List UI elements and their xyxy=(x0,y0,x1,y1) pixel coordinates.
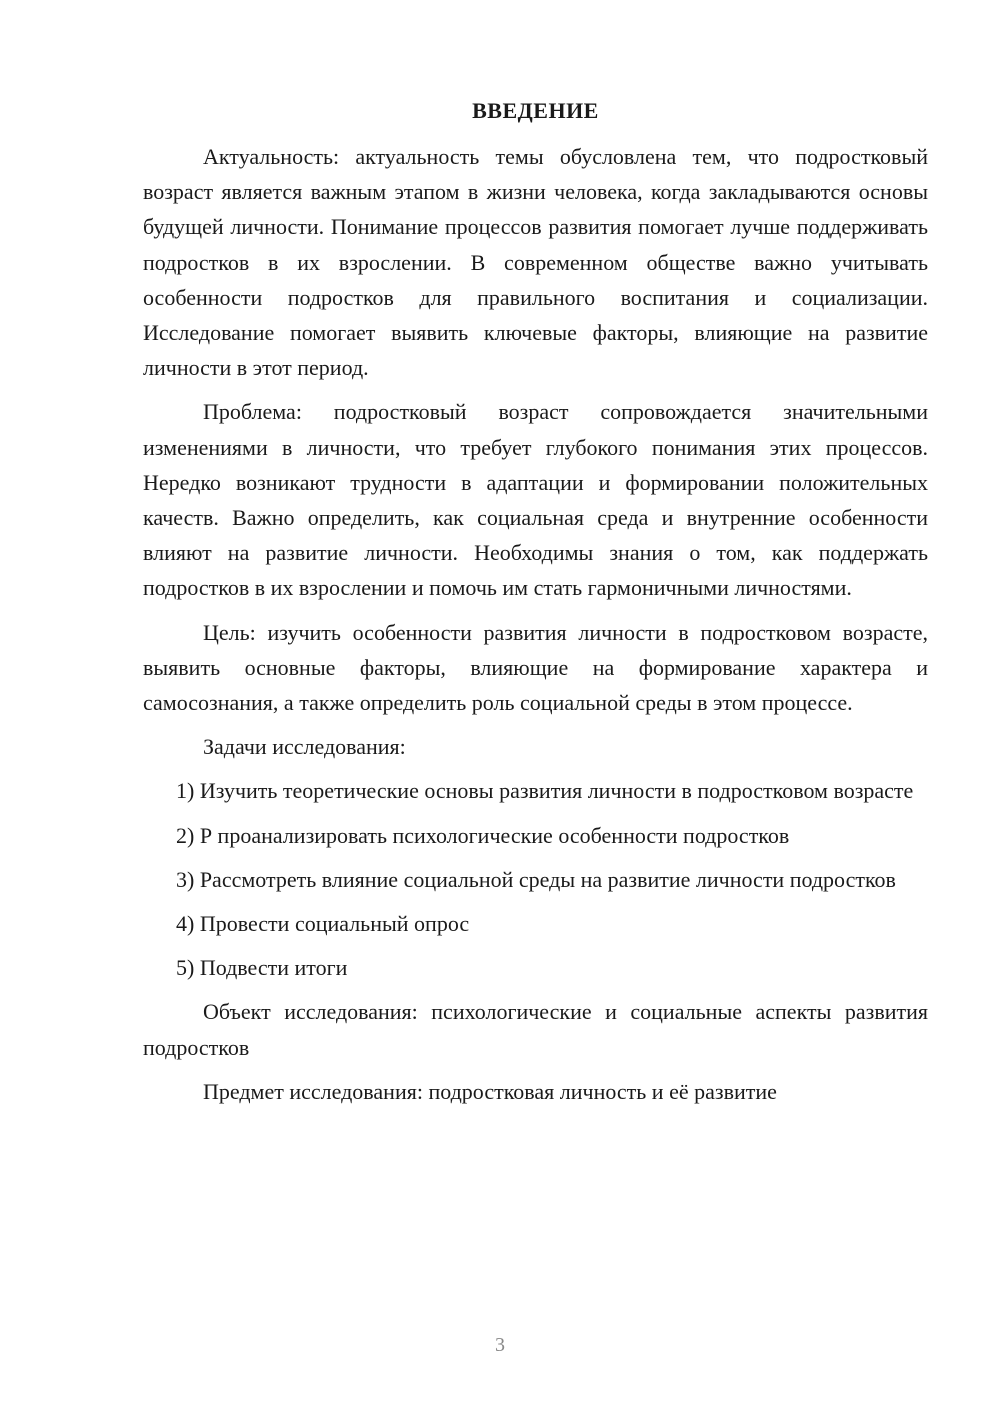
task-item-5: 5) Подвести итоги xyxy=(176,955,348,981)
task-item-1: 1) Изучить теоретические основы развития личности в подростковом возрасте xyxy=(176,778,914,804)
paragraph-object: Объект исследования: психологические и социальные аспекты развития подростков xyxy=(143,999,928,1060)
page-content xyxy=(143,95,928,1118)
tasks-heading: Задачи исследования: xyxy=(203,734,406,760)
paragraph-goal: Цель: изучить особенности развития личности в подростковом возрасте, выявить основные факторы, влияющие на формирование характера и самосознания, а также определить роль социальной среды в этом процессе. xyxy=(143,619,928,716)
paragraph-subject: Предмет исследования: подростковая личность и её развитие xyxy=(203,1078,777,1104)
task-item-4: 4) Провести социальный опрос xyxy=(176,911,470,937)
paragraph-relevance: Актуальность: актуальность темы обусловлена тем, что подростковый возраст является важным этапом в жизни человека, когда закладываются основы будущей личности. Понимание процессов развития помогает лучше поддерживать подростков в их взрослении. В современном обществе важно учитывать особенности подростков для правильного воспитания и социализации. Исследование помогает выявить ключевые факторы, влияющие на развитие личности в этот период. xyxy=(143,144,928,381)
page-title: ВВЕДЕНИЕ xyxy=(472,98,599,123)
page-number: 3 xyxy=(495,1334,505,1356)
paragraph-problem: Проблема: подростковый возраст сопровождается значительными изменениями в личности, что требует глубокого понимания этих процессов. Нередко возникают трудности в адаптации и формировании положительных качеств. Важно определить, как социальная среда и внутренние особенности влияют на развитие личности. Необходимы знания о том, как поддержать подростков в их взрослении и помочь им стать гармоничными личностями. xyxy=(143,399,928,601)
task-item-2: 2) Р проанализировать психологические особенности подростков xyxy=(176,822,790,848)
task-item-3: 3) Рассмотреть влияние социальной среды на развитие личности подростков xyxy=(176,866,896,892)
